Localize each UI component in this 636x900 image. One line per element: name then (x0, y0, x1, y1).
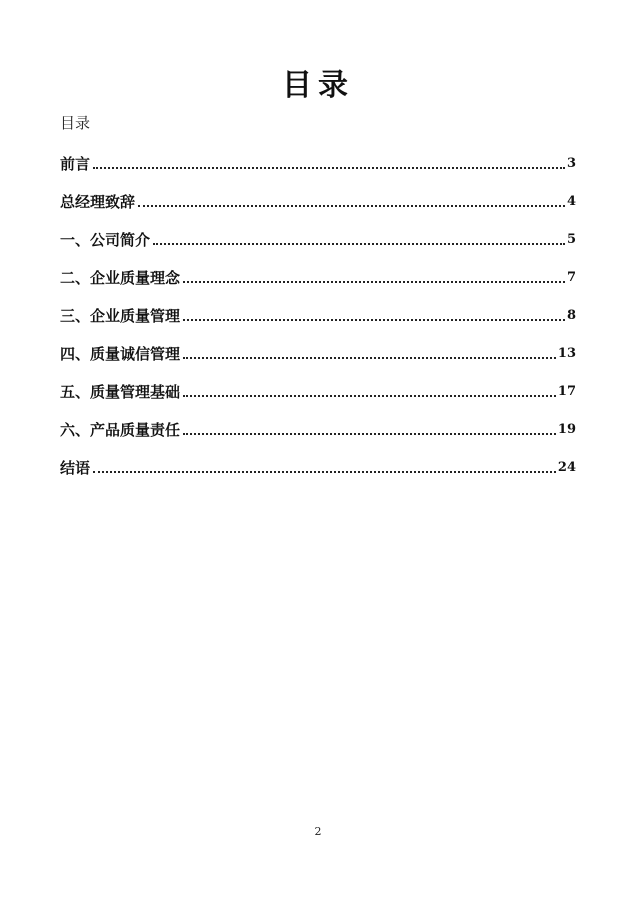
toc-entry-page: 17 (557, 384, 576, 400)
toc-entry-label: 六、产品质量责任 (60, 420, 181, 439)
toc-entry[interactable] (60, 179, 576, 217)
toc-leader-dots (183, 357, 556, 359)
toc-leader-dots (183, 319, 565, 321)
toc-entry[interactable] (60, 369, 576, 407)
toc-leader-dots (138, 205, 565, 207)
toc-entry-page: 7 (566, 270, 576, 286)
toc-leader-dots (93, 167, 565, 169)
toc-entry[interactable] (60, 217, 576, 255)
toc-leader-dots (183, 395, 556, 397)
toc-entry-page: 3 (566, 156, 576, 172)
toc-entry-page: 8 (566, 308, 576, 324)
toc-list (60, 141, 576, 483)
toc-entry-label: 总经理致辞 (60, 192, 136, 211)
toc-entry[interactable] (60, 445, 576, 483)
toc-entry-label: 前言 (60, 154, 91, 173)
toc-entry-label: 三、企业质量管理 (60, 306, 181, 325)
toc-entry-page: 19 (557, 422, 576, 438)
toc-leader-dots (153, 243, 565, 245)
toc-entry[interactable] (60, 293, 576, 331)
toc-entry-page: 4 (566, 194, 576, 210)
toc-entry-label: 五、质量管理基础 (60, 382, 181, 401)
toc-entry-page: 5 (566, 232, 576, 248)
toc-entry[interactable] (60, 331, 576, 369)
page-title: 目录 (282, 68, 354, 103)
toc-entry-label: 结语 (60, 458, 91, 477)
toc-entry-page: 13 (557, 346, 576, 362)
toc-entry-label: 一、公司简介 (60, 230, 151, 249)
toc-leader-dots (93, 471, 556, 473)
toc-entry-page: 24 (557, 460, 576, 476)
toc-entry[interactable] (60, 255, 576, 293)
toc-entry[interactable] (60, 141, 576, 179)
toc-label: 目录 (60, 114, 91, 132)
toc-entry-label: 四、质量诚信管理 (60, 344, 181, 363)
toc-leader-dots (183, 433, 556, 435)
toc-entry-label: 二、企业质量理念 (60, 268, 181, 287)
toc-leader-dots (183, 281, 565, 283)
toc-entry[interactable] (60, 407, 576, 445)
footer-page-number: 2 (314, 825, 322, 838)
